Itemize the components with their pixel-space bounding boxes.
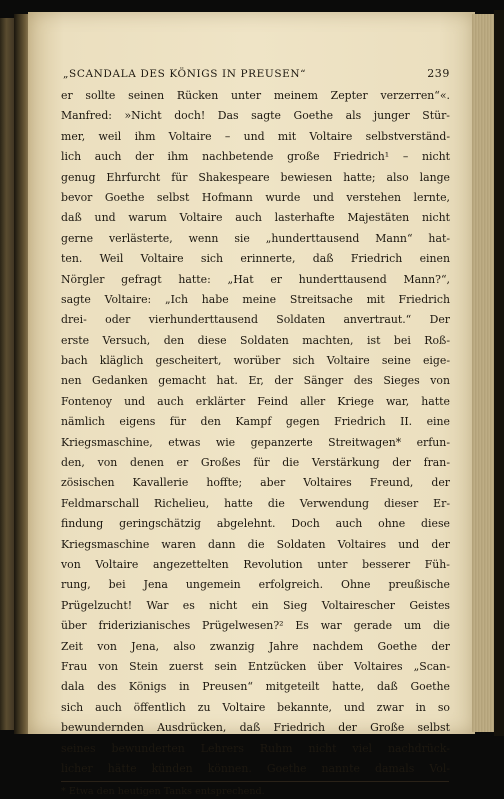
- text-line: bevor Goethe selbst Hofmann wurde und verstehen lernte,: [61, 190, 450, 204]
- text-line: Manfred: »Nicht doch! Das sagte Goethe als junger Stür-: [61, 109, 450, 123]
- text-line: bewundernden Ausdrücken, daß Friedrich der Große selbst: [61, 721, 450, 735]
- text-line: genug Ehrfurcht für Shakespeare bewiesen hatte; also lange: [61, 170, 450, 184]
- text-line: Kriegsmaschine waren dann die Soldaten Voltaires und der: [61, 537, 450, 551]
- text-line: daß und warum Voltaire auch lasterhafte Majestäten nicht: [61, 211, 450, 225]
- text-line: Frau von Stein zuerst sein Entzücken über Voltaires „Scan-: [61, 659, 450, 673]
- text-line: sich auch öffentlich zu Voltaire bekannte, und zwar in so: [61, 700, 450, 714]
- text-line: licher hätte künden können. Goethe nannte damals Vol-: [61, 761, 450, 775]
- text-line: drei- oder vierhunderttausend Soldaten anvertraut.“ Der: [61, 313, 450, 327]
- text-line: Prügelzucht! War es nicht ein Sieg Voltairescher Geistes: [61, 598, 450, 612]
- text-line: findung geringschätzig abgelehnt. Doch auch ohne diese: [61, 517, 450, 531]
- running-head-title: „SCANDALA DES KÖNIGS IN PREUSEN“: [63, 68, 307, 80]
- running-head: [61, 64, 450, 84]
- book-cover-edge: [494, 10, 504, 736]
- text-line: zösischen Kavallerie hoffte; aber Voltaires Freund, der: [61, 476, 450, 490]
- text-line: rung, bei Jena ungemein erfolgreich. Ohne preußische: [61, 578, 450, 592]
- text-line: Nörgler gefragt hatte: „Hat er hunderttausend Mann?“,: [61, 272, 450, 286]
- text-line: Zeit von Jena, also zwanzig Jahre nachdem Goethe der: [61, 639, 450, 653]
- text-line: von Voltaire angezettelten Revolution unter besserer Füh-: [61, 557, 450, 571]
- text-line: Kriegsmaschine, etwas wie gepanzerte Streitwagen* erfun-: [61, 435, 450, 449]
- text-line: gerne verlästerte, wenn sie „hunderttausend Mann“ hat-: [61, 231, 450, 245]
- text-line: lich auch der ihm nachbetende große Friedrich¹ – nicht: [61, 150, 450, 164]
- text-line: Feldmarschall Richelieu, hatte die Verwendung dieser Er-: [61, 496, 450, 510]
- page-number: 239: [427, 67, 450, 80]
- body-text: [61, 86, 450, 779]
- page-block-edge: [472, 14, 494, 732]
- text-line: er sollte seinen Rücken unter meinem Zepter verzerren“«.: [61, 89, 450, 102]
- text-line: nen Gedanken gemacht hat. Er, der Sänger des Sieges von: [61, 374, 450, 388]
- text-line: nämlich eigens für den Kampf gegen Friedrich II. eine: [61, 415, 450, 429]
- text-line: mer, weil ihm Voltaire – und mit Voltaire selbstverständ-: [61, 129, 450, 143]
- footnote: * Etwa den heutigen Tanks entsprechend.: [61, 786, 265, 798]
- text-line: dala des Königs in Preusen“ mitgeteilt hatte, daß Goethe: [61, 680, 450, 694]
- text-line: ten. Weil Voltaire sich erinnerte, daß Friedrich einen: [61, 252, 450, 266]
- footnote-rule: [61, 781, 449, 782]
- text-line: erste Versuch, den diese Soldaten machten, ist bei Roß-: [61, 333, 450, 347]
- page-text-block: [61, 64, 450, 799]
- text-line: sagte Voltaire: „Ich habe meine Streitsache mit Friedrich: [61, 292, 450, 306]
- text-line: Fontenoy und auch erklärter Feind aller Kriege war, hatte: [61, 394, 450, 408]
- text-line: den, von denen er Großes für die Verstärkung der fran-: [61, 456, 450, 470]
- text-line: bach kläglich gescheitert, worüber sich Voltaire seine eige-: [61, 354, 450, 368]
- text-line: über friderizianisches Prügelwesen?² Es war gerade um die: [61, 619, 450, 633]
- text-line: seines bewunderten Lehrers Ruhm nicht viel nachdrück-: [61, 741, 450, 755]
